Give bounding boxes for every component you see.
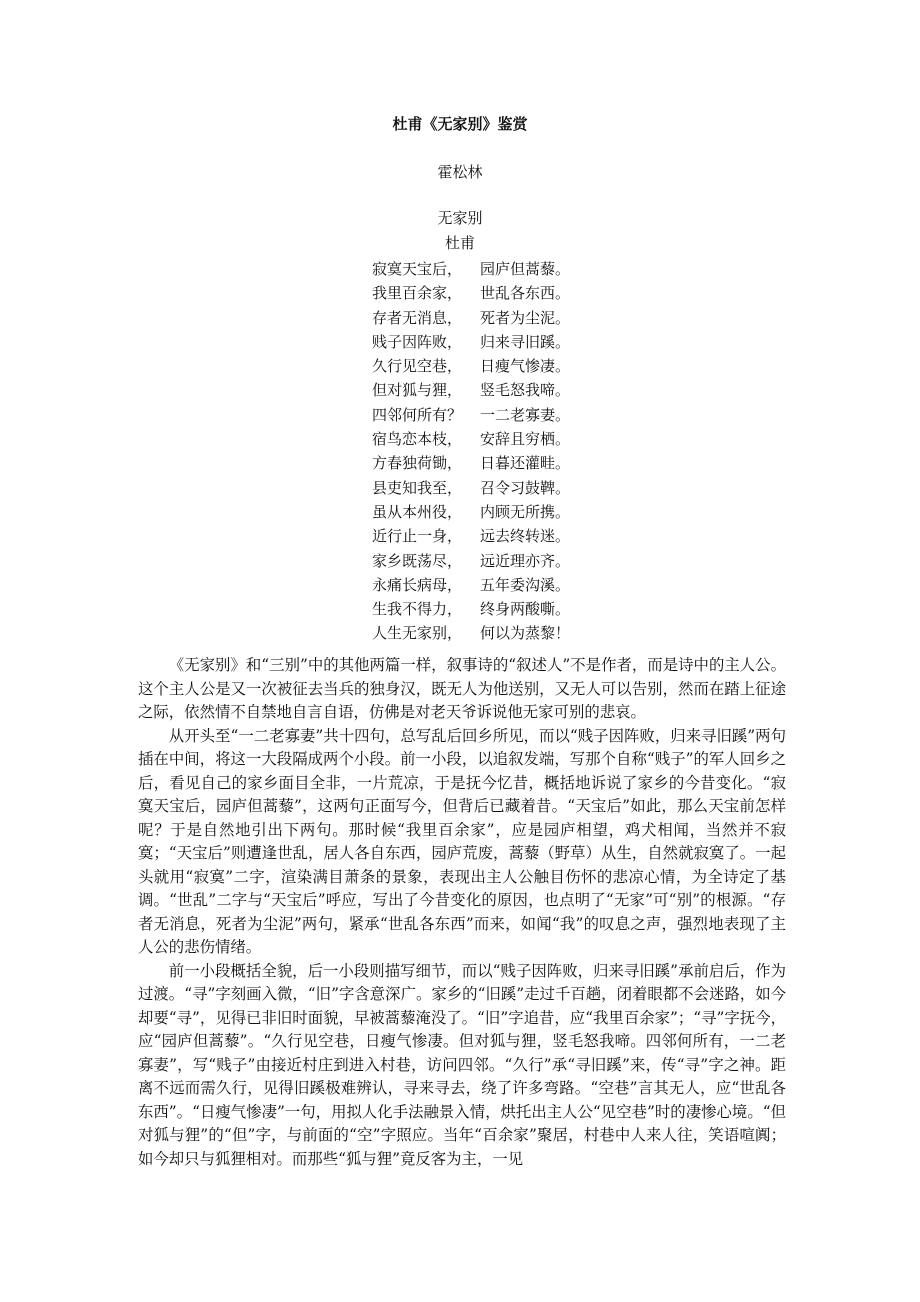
poem-line: 宿鸟恋本枝， 安辞且穷栖。 [372, 430, 571, 449]
poem-line: 虽从本州役， 内顾无所携。 [372, 502, 571, 521]
poem-line: 但对狐与狸， 竖毛怒我啼。 [372, 381, 571, 400]
poem-author: 杜甫 [444, 234, 475, 252]
poem-line: 贱子因阵败， 归来寻旧蹊。 [372, 332, 571, 351]
paragraph: 《无家别》和“三别”中的其他两篇一样，叙事诗的“叙述人”不是作者，而是诗中的主人公。这个主人公是又一次被征去当兵的独身汉，既无人为他送别，又无人可以告别，然而在踏上征途之际，依然情不自禁地自言自语，仿佛是对老天爷诉说他无家可别的悲哀。 [138, 656, 786, 721]
poem-line: 方春独荷锄， 日暮还灌畦。 [372, 454, 571, 473]
poem-line: 久行见空巷， 日瘦气惨凄。 [372, 357, 571, 376]
poem-line: 永痛长病母， 五年委沟溪。 [372, 575, 571, 594]
paragraph: 从开头至“一二老寡妻”共十四句，总写乱后回乡所见，而以“贱子因阵败，归来寻旧蹊”两句插在中间，将这一大段隔成两个小段。前一小段，以追叙发端，写那个自称“贱子”的军人回乡之后，看见自己的家乡面目全非，一片荒凉，于是抚今忆昔，概括地诉说了家乡的今昔变化。“寂寞天宝后，园庐但蒿藜”，这两句正面写今，但背后已藏着昔。“天宝后”如此，那么天宝前怎样呢？于是自然地引出下两句。那时候“我里百余家”，应是园庐相望，鸡犬相闻，当然并不寂寞；“天宝后”则遭逢世乱，居人各自东西，园庐荒废，蒿藜（野草）从生，自然就寂寞了。一起头就用“寂寞”二字，渲染满目萧条的景象，表现出主人公触目伤怀的悲凉心情，为全诗定了基调。“世乱”二字与“天宝后”呼应，写出了今昔变化的原因，也点明了“无家”可“别”的根源。“存者无消息，死者为尘泥”两句，紧承“世乱各东西”而来，如闻“我”的叹息之声，强烈地表现了主人公的悲伤情绪。 [138, 726, 786, 956]
poem-line: 人生无家别， 何以为蒸黎！ [372, 624, 571, 643]
poem-line: 存者无消息， 死者为尘泥。 [372, 308, 571, 327]
poem-body [372, 257, 632, 646]
poem-line: 家乡既荡尽， 远近理亦齐。 [372, 551, 571, 570]
article-title: 杜甫《无家别》鉴赏 [392, 115, 528, 133]
poem-line: 四邻何所有？ 一二老寡妻。 [372, 405, 571, 424]
poem-title: 无家别 [437, 209, 483, 227]
poem-line: 寂寞天宝后， 园庐但蒿藜。 [372, 260, 571, 278]
article-author: 霍松林 [437, 163, 483, 181]
poem-line: 县吏知我至， 召令习鼓鞞。 [372, 478, 571, 497]
poem-line: 我里百余家， 世乱各东西。 [372, 284, 571, 303]
poem-line: 生我不得力， 终身两酸嘶。 [372, 600, 571, 619]
poem-line: 近行止一身， 远去终转迷。 [372, 527, 571, 546]
paragraph: 前一小段概括全貌，后一小段则描写细节，而以“贱子因阵败，归来寻旧蹊”承前启后，作为过渡。“寻”字刻画入微，“旧”字含意深广。家乡的“旧蹊”走过千百趟，闭着眼都不会迷路，如今却要“寻”，见得已非旧时面貌，早被蒿藜淹没了。“旧”字追昔，应“我里百余家”；“寻”字抚今，应“园庐但蒿藜”。“久行见空巷，日瘦气惨凄。但对狐与狸，竖毛怒我啼。四邻何所有，一二老寡妻”，写“贱子”由接近村庄到进入村巷，访问四邻。“久行”承“寻旧蹊”来，传“寻”字之神。距离不远而需久行，见得旧蹊极难辨认，寻来寻去，绕了许多弯路。“空巷”言其无人，应“世乱各东西”。“日瘦气惨凄”一句，用拟人化手法融景入情，烘托出主人公“见空巷”时的凄惨心境。“但对狐与狸”的“但”字，与前面的“空”字照应。当年“百余家”聚居，村巷中人来人往，笑语喧阗；如今却只与狐狸相对。而那些“狐与狸”竟反客为主，一见 [138, 961, 786, 1168]
essay-body [138, 654, 786, 1171]
